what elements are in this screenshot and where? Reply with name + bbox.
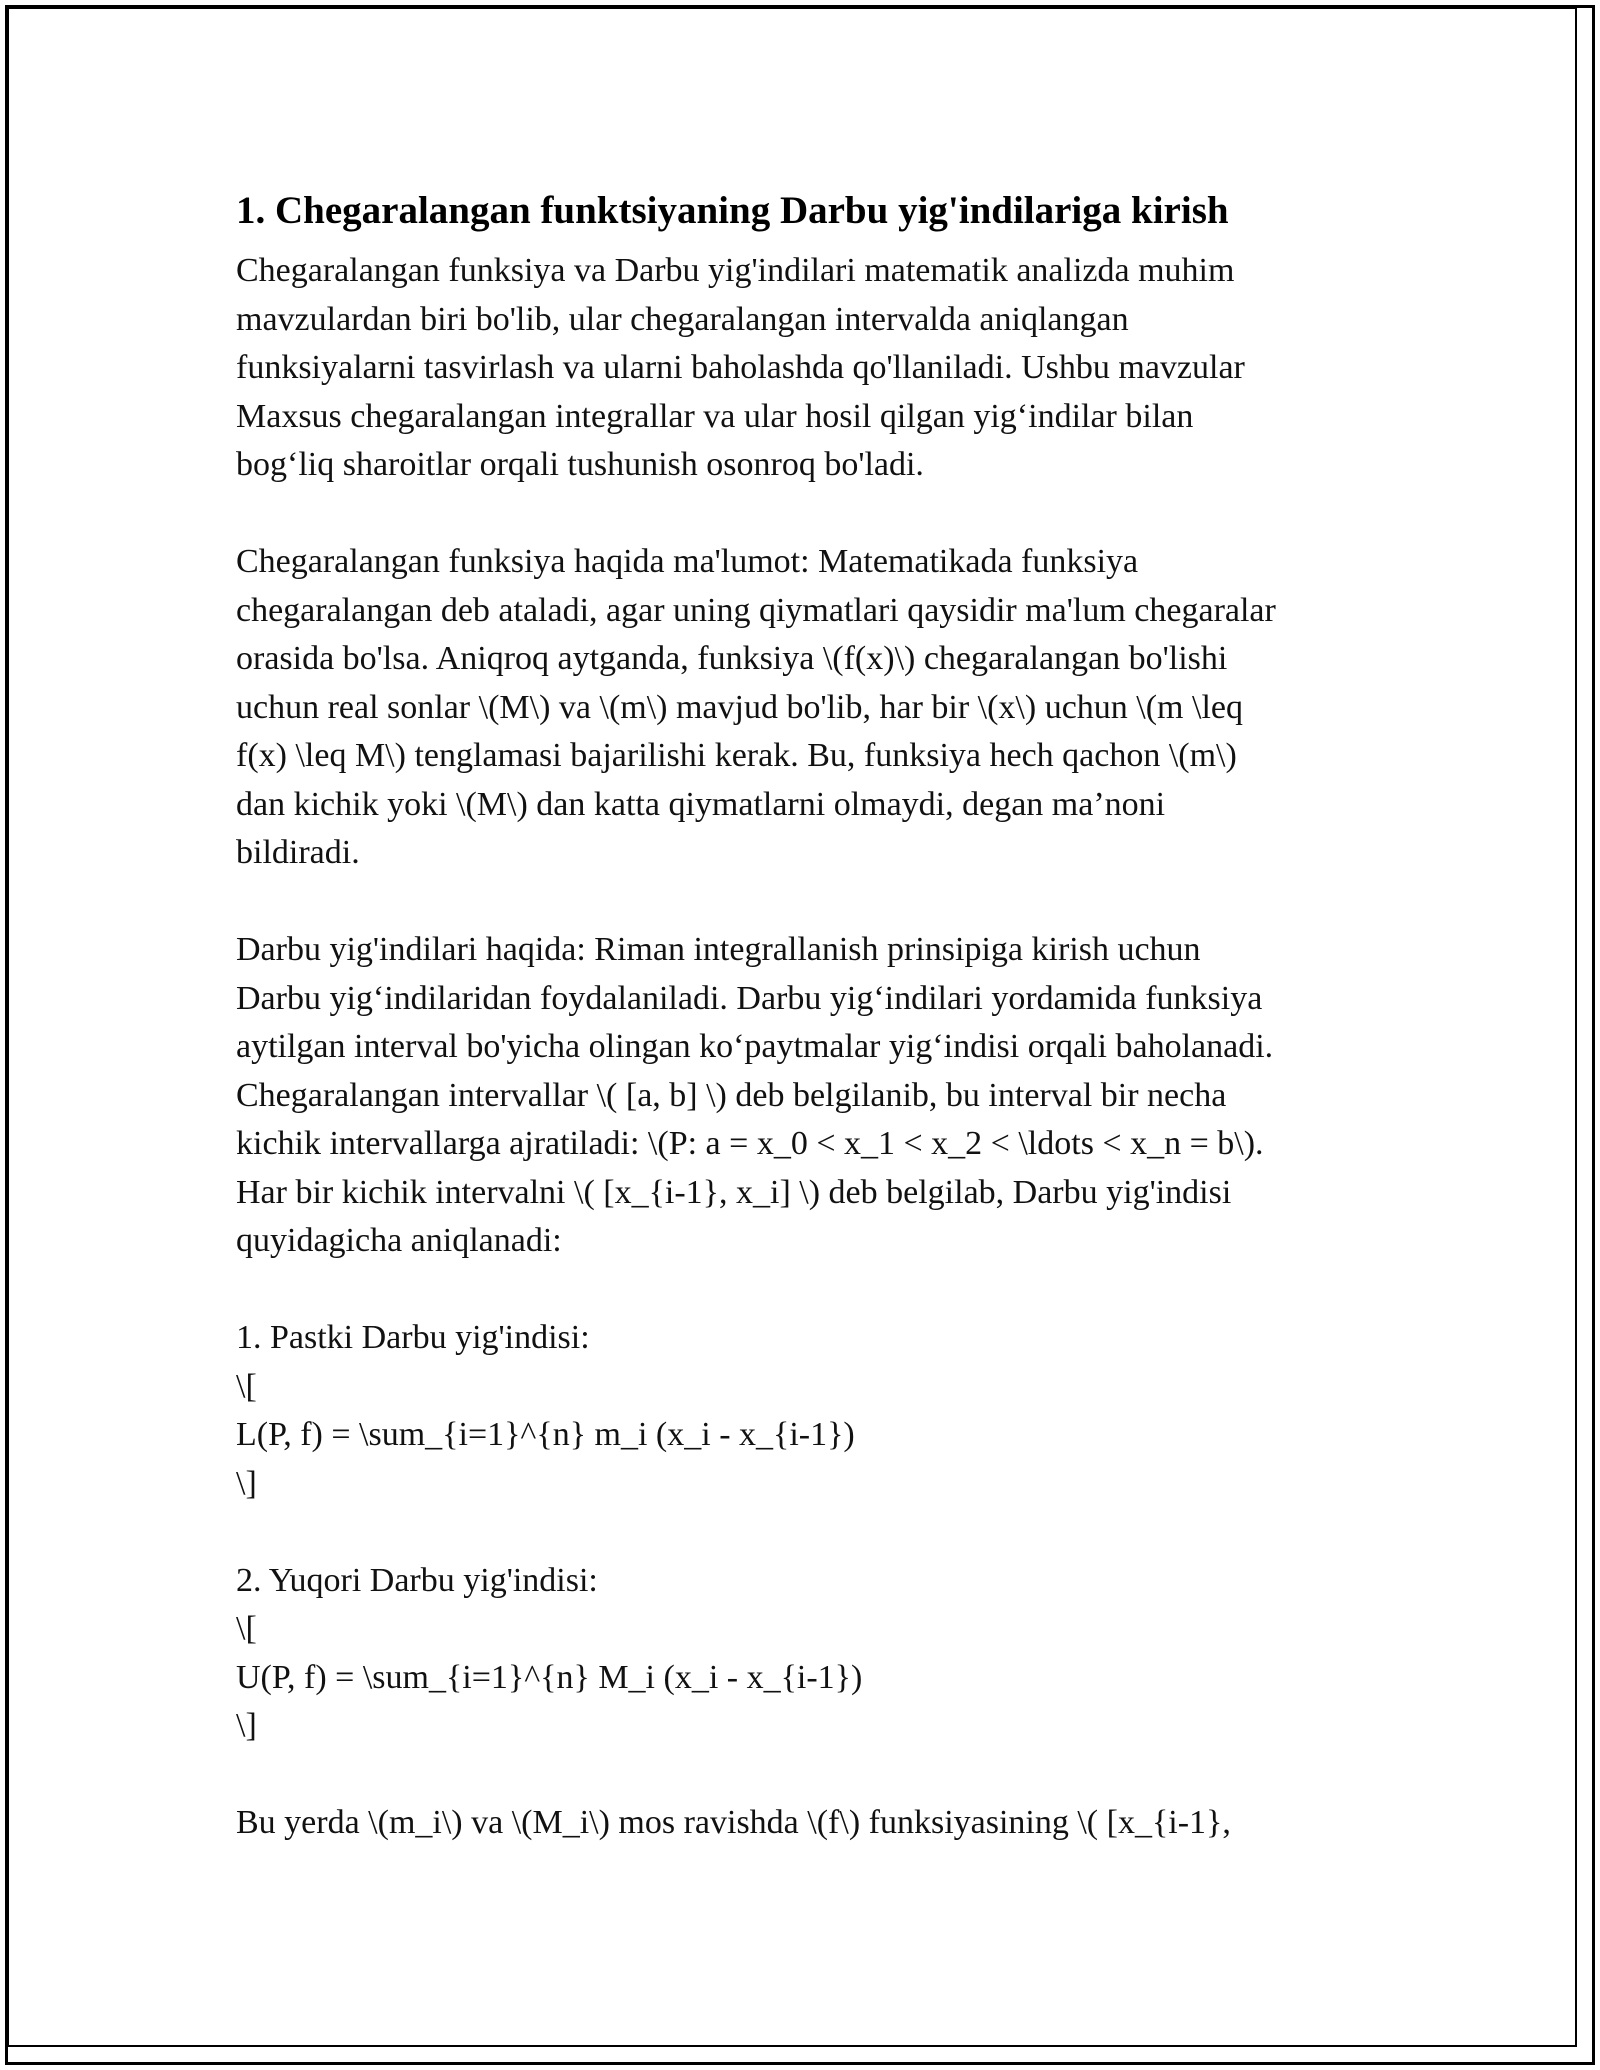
upper-darboux-sum	[236, 1557, 1376, 1751]
section-heading: 1. Chegaralangan funktsiyaning Darbu yig'indilariga kirish	[236, 189, 1229, 232]
text-line: mavzulardan biri bo'lib, ular chegaralangan intervalda aniqlangan	[236, 300, 1129, 338]
text-line: Maxsus chegaralangan integrallar va ular hosil qilgan yig‘indilar bilan	[236, 397, 1194, 435]
lower-darboux-sum	[236, 1314, 1376, 1508]
text-line: funksiyalarni tasvirlash va ularni baholashda qo'llaniladi. Ushbu mavzular	[236, 349, 1245, 386]
intro-paragraph	[236, 247, 1376, 490]
formula-line: U(P, f) = \sum_{i=1}^{n} M_i (x_i - x_{i-1})	[236, 1658, 863, 1696]
text-line: aytilgan interval bo'yicha olingan ko‘paytmalar yig‘indisi orqali baholanadi.	[236, 1028, 1274, 1065]
text-line: Chegaralangan funksiya va Darbu yig'indilari matematik analizda muhim	[236, 252, 1235, 289]
text-line: Darbu yig'indilari haqida: Riman integrallanish prinsipiga kirish uchun	[236, 931, 1201, 968]
text-line: Har bir kichik intervalni \( [x_{i-1}, x_i] \) deb belgilab, Darbu yig'indisi	[236, 1173, 1232, 1211]
text-line: quyidagicha aniqlanadi:	[236, 1222, 562, 1259]
text-line: bog‘liq sharoitlar orqali tushunish osonroq bo'ladi.	[236, 446, 924, 483]
text-line: Chegaralangan intervallar \( [a, b] \) deb belgilanib, bu interval bir necha	[236, 1076, 1227, 1114]
text-line: kichik intervallarga ajratiladi: \(P: a = x_0 < x_1 < x_2 < \ldots < x_n = b\).	[236, 1125, 1264, 1162]
closing-paragraph	[236, 1799, 1376, 1848]
text-line: Chegaralangan funksiya haqida ma'lumot: Matematikada funksiya	[236, 543, 1139, 580]
formula-line: \]	[236, 1464, 257, 1502]
text-line: orasida bo'lsa. Aniqroq aytganda, funksiya \(f(x)\) chegaralangan bo'lishi	[236, 640, 1228, 677]
darboux-sums-paragraph	[236, 926, 1376, 1266]
text-line: Darbu yig‘indilaridan foydalaniladi. Darbu yig‘indilari yordamida funksiya	[236, 979, 1263, 1017]
text-line: bildiradi.	[236, 834, 360, 871]
text-line: f(x) \leq M\) tenglamasi bajarilishi kerak. Bu, funksiya hech qachon \(m\)	[236, 737, 1237, 774]
text-line: 2. Yuqori Darbu yig'indisi:	[236, 1561, 598, 1599]
document-page	[236, 185, 1376, 1896]
text-line: uchun real sonlar \(M\) va \(m\) mavjud bo'lib, har bir \(x\) uchun \(m \leq	[236, 688, 1243, 726]
formula-line: \[	[236, 1367, 257, 1405]
text-line: 1. Pastki Darbu yig'indisi:	[236, 1319, 590, 1356]
text-line: Bu yerda \(m_i\) va \(M_i\) mos ravishda \(f\) funksiyasining \( [x_{i-1},	[236, 1804, 1231, 1841]
text-line: chegaralangan deb ataladi, agar uning qiymatlari qaysidir ma'lum chegaralar	[236, 591, 1276, 629]
bounded-function-paragraph	[236, 538, 1376, 878]
formula-line: \]	[236, 1707, 257, 1744]
text-line: dan kichik yoki \(M\) dan katta qiymatlarni olmaydi, degan ma’noni	[236, 785, 1166, 823]
formula-line: \[	[236, 1610, 257, 1647]
formula-line: L(P, f) = \sum_{i=1}^{n} m_i (x_i - x_{i-1})	[236, 1416, 855, 1453]
